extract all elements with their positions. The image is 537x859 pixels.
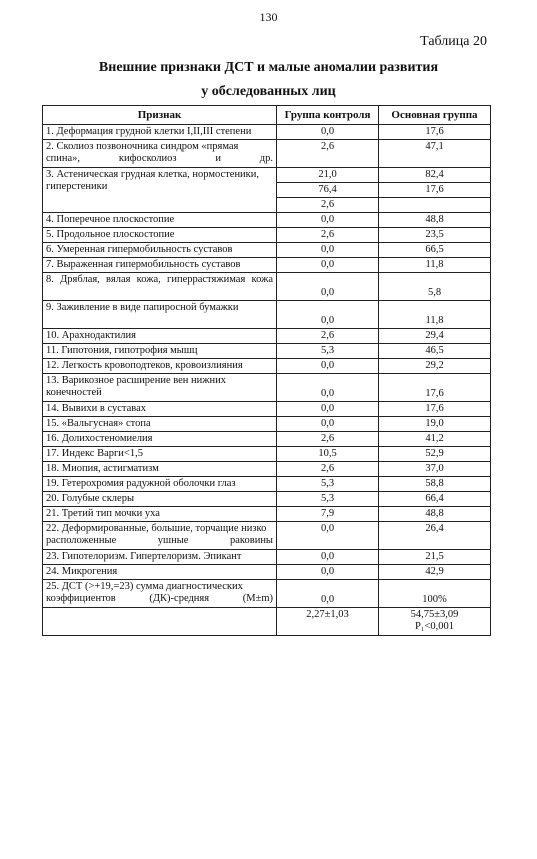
row-control: 0,0	[277, 213, 379, 228]
row-main: 58,8	[379, 477, 491, 492]
table-row	[43, 273, 491, 301]
row-control: 2,6	[277, 432, 379, 447]
row-name: 15. «Вальгусная» стопа	[43, 417, 277, 432]
row-control: 0,0	[277, 125, 379, 140]
data-table	[42, 105, 491, 636]
row-name: 10. Арахнодактилия	[43, 329, 277, 344]
row-name: 14. Вывихи в суставах	[43, 402, 277, 417]
table-row	[43, 550, 491, 565]
row-name: 5. Продольное плоскостопие	[43, 228, 277, 243]
row-control: 0,0	[277, 580, 379, 608]
row-name: 24. Микрогения	[43, 565, 277, 580]
row-main: 23,5	[379, 228, 491, 243]
row-main: 41,2	[379, 432, 491, 447]
row-name: 9. Заживление в виде папиросной бумажки	[43, 301, 277, 329]
row-name: 1. Деформация грудной клетки I,II,III степени	[43, 125, 277, 140]
page-number: 130	[259, 10, 278, 24]
table-row	[43, 258, 491, 273]
header-feature: Признак	[43, 106, 277, 125]
table-row	[43, 507, 491, 522]
row-main-line1: 54,75±3,09	[410, 609, 459, 620]
table-subtitle: у обследованных лиц	[201, 84, 336, 99]
table-row	[43, 402, 491, 417]
table-row	[43, 447, 491, 462]
table-row	[43, 301, 491, 329]
row-main: 42,9	[379, 565, 491, 580]
row-name: 19. Гетерохромия радужной оболочки глаз	[43, 477, 277, 492]
row-name: 17. Индекс Варги<1,5	[43, 447, 277, 462]
row-main: 17,6	[379, 125, 491, 140]
row-name-empty	[43, 608, 277, 636]
row-name: 12. Легкость кровоподтеков, кровоизлияния	[43, 359, 277, 374]
row-main: 5,8	[379, 273, 491, 301]
row-main: 11,8	[379, 258, 491, 273]
row-name: 3. Астеническая грудная клетка, нормостеники, гиперстеники	[43, 168, 277, 213]
row-control: 0,0	[277, 258, 379, 273]
row-name: 23. Гипотелоризм. Гипертелоризм. Эпикант	[43, 550, 277, 565]
table-row	[43, 565, 491, 580]
row-main: 47,1	[379, 140, 491, 168]
table-row	[43, 417, 491, 432]
row-main: 100%	[379, 580, 491, 608]
table-row	[43, 432, 491, 447]
row-main: 17,6	[379, 374, 491, 402]
row-name: 7. Выраженная гипермобильность суставов	[43, 258, 277, 273]
row-main: 29,2	[379, 359, 491, 374]
row-name: 21. Третий тип мочки уха	[43, 507, 277, 522]
row-main: 82,4	[379, 168, 491, 183]
row-main: 46,5	[379, 344, 491, 359]
table-row	[43, 228, 491, 243]
row-name: 20. Голубые склеры	[43, 492, 277, 507]
row-control: 0,0	[277, 359, 379, 374]
row-name: 6. Умеренная гипермобильность суставов	[43, 243, 277, 258]
row-control: 0,0	[277, 550, 379, 565]
table-row	[43, 522, 491, 550]
row-main: 48,8	[379, 507, 491, 522]
row-main-line2: P₁<0,001	[414, 621, 455, 632]
row-name: 16. Долихостеномиелия	[43, 432, 277, 447]
table-row-final	[43, 608, 491, 636]
row-control: 10,5	[277, 447, 379, 462]
header-row	[43, 106, 491, 125]
row-control: 0,0	[277, 243, 379, 258]
table-row	[43, 329, 491, 344]
table-row	[43, 359, 491, 374]
row-control: 0,0	[277, 374, 379, 402]
row-main: 11,8	[379, 301, 491, 329]
row-control: 0,0	[277, 402, 379, 417]
row-main: 29,4	[379, 329, 491, 344]
row-control: 2,6	[277, 140, 379, 168]
table-row	[43, 344, 491, 359]
row-control: 0,0	[277, 273, 379, 301]
row-control: 5,3	[277, 477, 379, 492]
row-main: 17,6	[379, 402, 491, 417]
row-main: 17,6	[379, 183, 491, 198]
table-row	[43, 492, 491, 507]
row-control: 2,6	[277, 462, 379, 477]
table-row	[43, 213, 491, 228]
row-name: 11. Гипотония, гипотрофия мышц	[43, 344, 277, 359]
row-control: 0,0	[277, 301, 379, 329]
row-control: 0,0	[277, 417, 379, 432]
row-control: 2,6	[277, 329, 379, 344]
table-row	[43, 580, 491, 608]
row-control: 21,0	[277, 168, 379, 183]
row-name: 2. Сколиоз позвоночника синдром «прямая спина», кифосколиоз и др.	[43, 140, 277, 168]
row-control: 2,27±1,03	[277, 608, 379, 636]
row-main: 26,4	[379, 522, 491, 550]
row-control: 0,0	[277, 565, 379, 580]
row-main: 66,4	[379, 492, 491, 507]
row-control: 2,6	[277, 228, 379, 243]
row-control: 76,4	[277, 183, 379, 198]
table-label: Таблица 20	[420, 34, 487, 49]
row-control: 2,6	[277, 198, 379, 213]
table-row	[43, 243, 491, 258]
table-row	[43, 125, 491, 140]
row-main: 48,8	[379, 213, 491, 228]
row-control: 7,9	[277, 507, 379, 522]
row-main: 52,9	[379, 447, 491, 462]
table-row	[43, 477, 491, 492]
header-main: Основная группа	[379, 106, 491, 125]
row-control: 5,3	[277, 344, 379, 359]
header-control: Группа контроля	[277, 106, 379, 125]
row-control: 5,3	[277, 492, 379, 507]
row-name: 25. ДСТ (>+19,=23) сумма диагностических коэффициентов (ДК)-средняя (M±m)	[43, 580, 277, 608]
row-main	[379, 608, 491, 636]
row-control: 0,0	[277, 522, 379, 550]
row-name: 13. Варикозное расширение вен нижних конечностей	[43, 374, 277, 402]
row-main: 19,0	[379, 417, 491, 432]
table-title: Внешние признаки ДСТ и малые аномалии развития	[98, 60, 439, 75]
row-name: 18. Миопия, астигматизм	[43, 462, 277, 477]
table-row	[43, 462, 491, 477]
row-name: 4. Поперечное плоскостопие	[43, 213, 277, 228]
row-main: 37,0	[379, 462, 491, 477]
row-main: 66,5	[379, 243, 491, 258]
row-main	[379, 198, 491, 213]
row-name: 8. Дряблая, вялая кожа, гиперрастяжимая кожа	[43, 273, 277, 301]
table-row	[43, 168, 491, 183]
row-main: 21,5	[379, 550, 491, 565]
table-row	[43, 374, 491, 402]
table-row	[43, 140, 491, 168]
row-name: 22. Деформированные, большие, торчащие низко расположенные ушные раковины	[43, 522, 277, 550]
